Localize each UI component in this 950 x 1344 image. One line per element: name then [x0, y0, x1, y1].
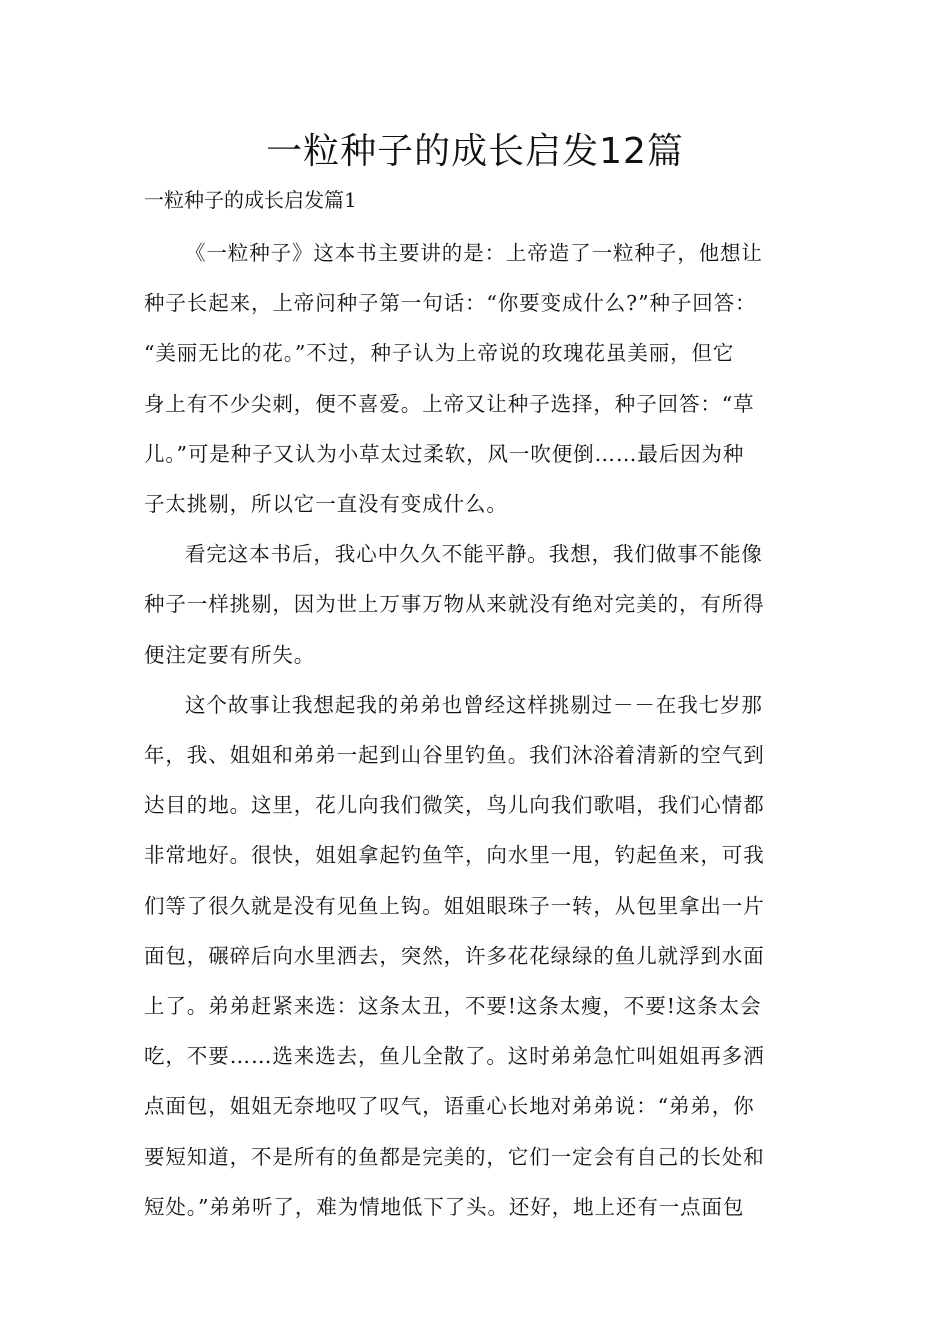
text-line: 儿。”可是种子又认为小草太过柔软，风一吹便倒……最后因为种 [144, 441, 745, 466]
document-title: 一粒种子的成长启发12篇 [266, 131, 684, 172]
text-line: 吃，不要……选来选去，鱼儿全散了。这时弟弟急忙叫姐姐再多洒 [144, 1044, 765, 1069]
text-line: 们等了很久就是没有见鱼上钩。姐姐眼珠子一转，从包里拿出一片 [144, 893, 765, 918]
text-line: 种子长起来，上帝问种子第一句话：“你要变成什么?”种子回答： [144, 291, 757, 316]
text-line: 达目的地。这里，花儿向我们微笑，鸟儿向我们歌唱，我们心情都 [144, 793, 765, 818]
text-line: 短处。”弟弟听了，难为情地低下了头。还好，地上还有一点面包 [144, 1194, 745, 1219]
section-heading: 一粒种子的成长启发篇1 [144, 188, 357, 212]
text-line: “美丽无比的花。”不过，种子认为上帝说的玫瑰花虽美丽，但它 [144, 341, 735, 366]
text-line: 要短知道，不是所有的鱼都是完美的，它们一定会有自己的长处和 [144, 1144, 765, 1169]
text-line: 点面包，姐姐无奈地叹了叹气，语重心长地对弟弟说：“弟弟，你 [144, 1094, 755, 1119]
text-line: 便注定要有所失。 [144, 642, 316, 667]
text-line: 种子一样挑剔，因为世上万事万物从来就没有绝对完美的，有所得 [144, 592, 765, 617]
paragraph [144, 529, 806, 680]
text-line: 年，我、姐姐和弟弟一起到山谷里钓鱼。我们沐浴着清新的空气到 [144, 743, 765, 768]
text-line: 看完这本书后，我心中久久不能平静。我想，我们做事不能像 [185, 542, 763, 567]
text-line: 上了。弟弟赶紧来选：这条太丑，不要!这条太瘦，不要!这条太会 [144, 994, 762, 1019]
text-line: 子太挑剔，所以它一直没有变成什么。 [144, 492, 508, 517]
text-line: 非常地好。很快，姐姐拿起钓鱼竿，向水里一甩，钓起鱼来，可我 [144, 843, 765, 868]
document-body [144, 228, 806, 1232]
text-line: 《一粒种子》这本书主要讲的是：上帝造了一粒种子，他想让 [185, 241, 763, 265]
paragraph [144, 680, 806, 1232]
text-line: 这个故事让我想起我的弟弟也曾经这样挑剔过－－在我七岁那 [185, 692, 763, 717]
text-line: 身上有不少尖刺，便不喜爱。上帝又让种子选择，种子回答：“草 [144, 391, 755, 416]
paragraph [144, 228, 806, 529]
text-line: 面包，碾碎后向水里洒去，突然，许多花花绿绿的鱼儿就浮到水面 [144, 943, 765, 968]
